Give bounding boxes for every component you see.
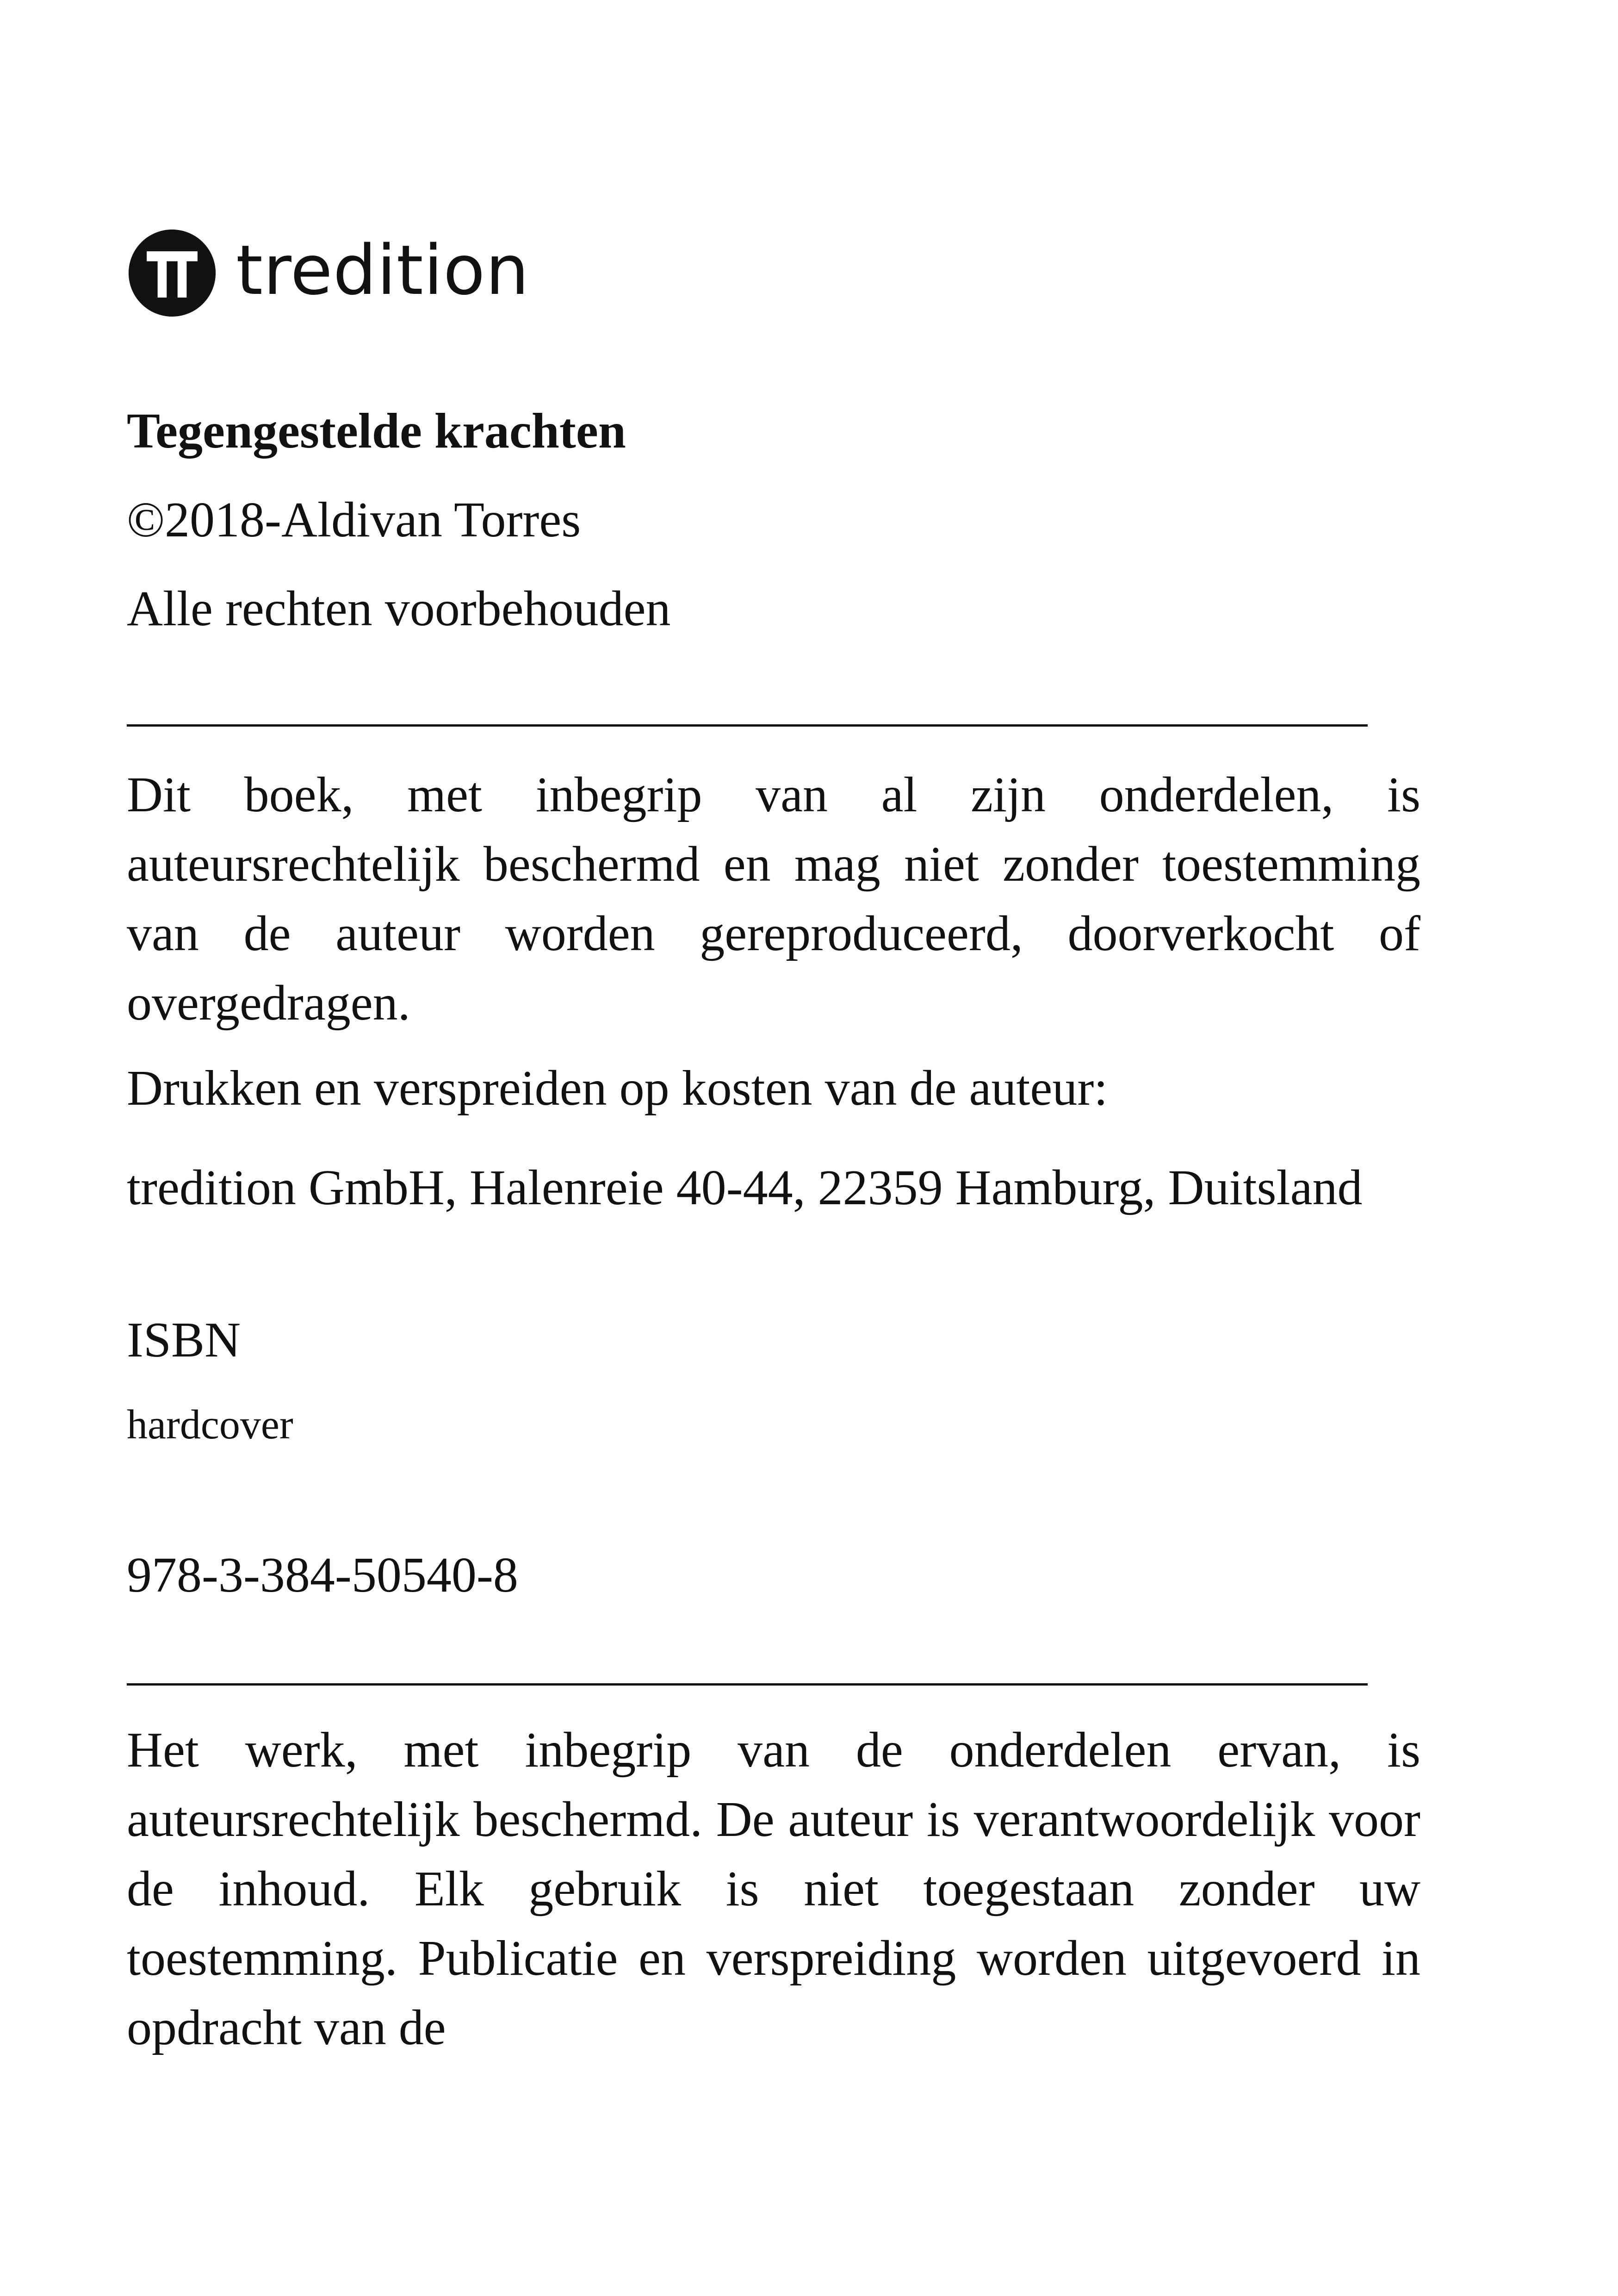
publisher-address: tredition GmbH, Halenreie 40-44, 22359 Hamburg, Duitsland [127,1160,1363,1215]
isbn-label: ISBN [127,1313,241,1368]
printing-notice: Drukken en verspreiden op kosten van de auteur: [127,1061,1108,1116]
isbn-number: 978-3-384-50540-8 [127,1548,518,1603]
copyright-line: ©2018-Aldivan Torres [127,492,581,548]
divider [127,724,1368,727]
copyright-notice: Dit boek, met inbegrip van al zijn onderdelen, is auteursrechtelijk beschermd en mag niet zonder toestemming van de auteur worden gereproduceerd, doorverkocht of overgedragen. [127,767,1420,1031]
isbn-format: hardcover [127,1402,293,1448]
divider [127,1683,1368,1686]
publisher-name: tredition [236,230,530,310]
publisher-logo [127,227,529,319]
tredition-logo-icon [127,228,217,318]
responsibility-notice: Het werk, met inbegrip van de onderdelen ervan, is auteursrechtelijk beschermd. De auteur is verantwoordelijk voor de inhoud. Elk gebruik is niet toegestaan zonder uw toestemming. Publicatie en verspreiding worden uitgevoerd in opdracht van de [127,1723,1420,2055]
rights-line: Alle rechten voorbehouden [127,581,671,636]
book-title: Tegengestelde krachten [127,404,626,459]
imprint-page [127,0,1420,2296]
